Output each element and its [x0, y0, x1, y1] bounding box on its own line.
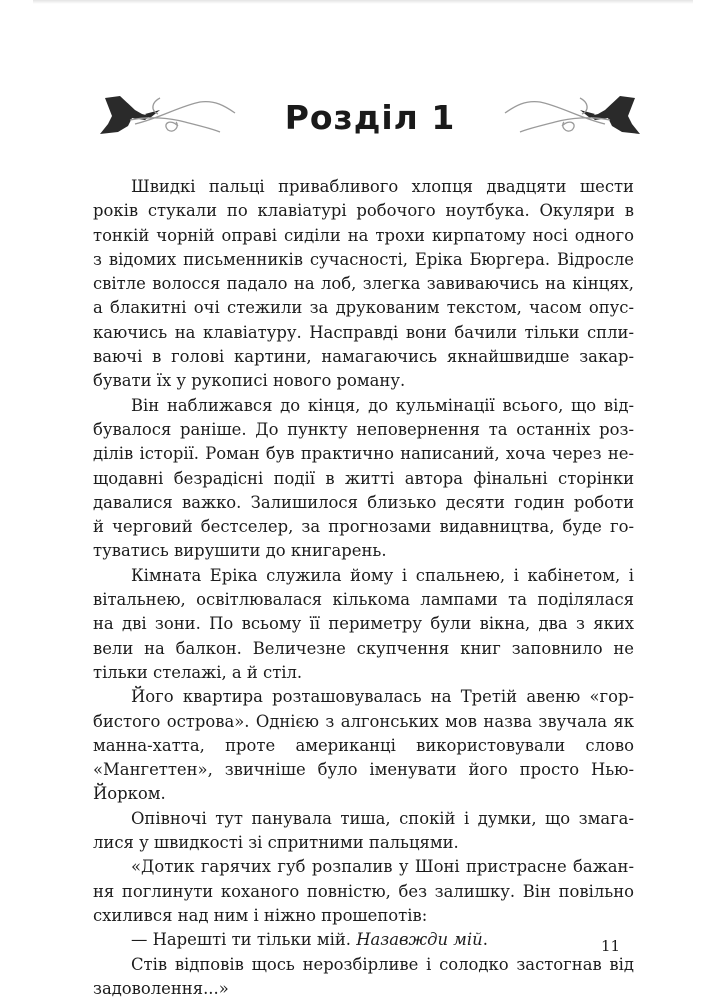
- text-line-content: туватись вирушити до книгарень.: [93, 541, 387, 561]
- text-line-content: з відомих письменників сучасності, Еріка Бюргера. Відросле: [93, 249, 634, 269]
- text-line-content: давалися важко. Залишилося близько десяти годин роботи: [93, 492, 634, 512]
- italic-emphasis: Назавжди мій: [356, 930, 483, 950]
- text-line-content: «Дотик гарячих губ розпалив у Шоні пристрасне бажан-: [131, 857, 634, 877]
- text-line-content: на дві зони. По всьому її периметру були вікна, два з яких: [93, 614, 634, 634]
- text-line-suffix: .: [482, 930, 488, 950]
- text-line: [93, 734, 634, 758]
- text-line: [93, 248, 634, 272]
- text-line-content: схилився над ним і ніжно прошепотів:: [93, 905, 428, 925]
- chapter-header: [90, 88, 650, 158]
- text-line-content: світле волосся падало на лоб, злегка завиваючись на кінцях,: [93, 274, 634, 294]
- text-line: [93, 467, 634, 491]
- text-line: [93, 296, 634, 320]
- text-line: [93, 758, 634, 782]
- chapter-body-text: [93, 175, 634, 1001]
- text-line: [93, 588, 634, 612]
- text-line-content: Він наближався до кінця, до кульмінації всього, що від-: [131, 395, 634, 415]
- text-line-content: Кімната Еріка служила йому і спальнею, і кабінетом, і: [131, 565, 634, 585]
- text-line-content: «Мангеттен», звичніше було іменувати його просто Нью-: [93, 760, 634, 780]
- chapter-title: Розділ 1: [284, 98, 456, 137]
- text-line: [93, 224, 634, 248]
- text-line-content: бувалося раніше. До пункту неповернення та останніх роз-: [93, 419, 634, 439]
- text-line-content: вітальнею, освітлювалася кількома лампами та поділялася: [93, 590, 634, 610]
- text-line-content: років стукали по клавіатурі робочого ноутбука. Окуляри в: [93, 201, 634, 221]
- text-line: [93, 175, 634, 199]
- text-line: [93, 564, 634, 588]
- text-line: [93, 515, 634, 539]
- text-line-content: Його квартира розташовувалась на Третій авеню «гор-: [131, 687, 634, 707]
- text-line: [93, 880, 634, 904]
- text-line-content: бувати їх у рукописі нового роману.: [93, 371, 406, 391]
- text-line: [93, 953, 634, 977]
- text-line-content: й черговий бестселер, за прогнозами видавництва, буде го-: [93, 517, 634, 537]
- text-line: [93, 369, 634, 393]
- text-line-content: щодавні безрадісні події в житті автора фінальні сторінки: [93, 468, 634, 488]
- page-top-edge: [33, 0, 693, 4]
- text-line: [93, 345, 634, 369]
- text-line: [93, 928, 634, 952]
- text-line: [93, 782, 634, 806]
- text-line: [93, 807, 634, 831]
- butterfly-flourish-icon: [490, 88, 650, 158]
- text-line-content: лися у швидкості зі спритними пальцями.: [93, 833, 459, 853]
- text-line-content: вели на балкон. Величезне скупчення книг заповнило не: [93, 638, 634, 658]
- text-line-content: а блакитні очі стежили за друкованим текстом, часом опус-: [93, 298, 634, 318]
- text-line-content: бистого острова». Однією з алгонських мов назва звучала як: [93, 711, 634, 731]
- text-line: [93, 272, 634, 296]
- text-line: [93, 199, 634, 223]
- text-line-content: тонкій чорній оправі сиділи на трохи кирпатому носі одного: [93, 225, 634, 245]
- text-line: [93, 539, 634, 563]
- text-line: [93, 855, 634, 879]
- page-number: 11: [601, 937, 621, 955]
- text-line: [93, 831, 634, 855]
- text-line-content: ділів історії. Роман був практично написаний, хоча через не-: [93, 444, 634, 464]
- text-line-content: ваючі в голові картини, намагаючись якнайшвидше закар-: [93, 347, 634, 367]
- text-line-content: Стів відповів щось нерозбірливе і солодко застогнав від: [131, 954, 634, 974]
- text-line: [93, 442, 634, 466]
- text-line: [93, 491, 634, 515]
- text-line-content: Швидкі пальці привабливого хлопця двадцяти шести: [131, 177, 634, 196]
- text-line: [93, 637, 634, 661]
- text-line: [93, 418, 634, 442]
- text-line-content: ня поглинути коханого повністю, без залишку. Він повільно: [93, 881, 634, 901]
- text-line-content: — Нарешті ти тільки мій.: [131, 930, 357, 950]
- text-line-content: Опівночі тут панувала тиша, спокій і думки, що змага-: [131, 808, 634, 828]
- text-line: [93, 710, 634, 734]
- text-line-content: Йорком.: [93, 784, 166, 804]
- text-line-content: задоволення...»: [93, 978, 229, 998]
- text-line: [93, 321, 634, 345]
- text-line: [93, 977, 634, 1001]
- text-line: [93, 685, 634, 709]
- text-line-content: каючись на клавіатуру. Насправді вони бачили тільки спли-: [93, 322, 634, 342]
- text-line-content: манна-хатта, проте американці використовували слово: [93, 735, 634, 755]
- text-line: [93, 661, 634, 685]
- text-line: [93, 904, 634, 928]
- text-line: [93, 612, 634, 636]
- text-line-content: тільки стелажі, а й стіл.: [93, 662, 303, 682]
- text-line: [93, 394, 634, 418]
